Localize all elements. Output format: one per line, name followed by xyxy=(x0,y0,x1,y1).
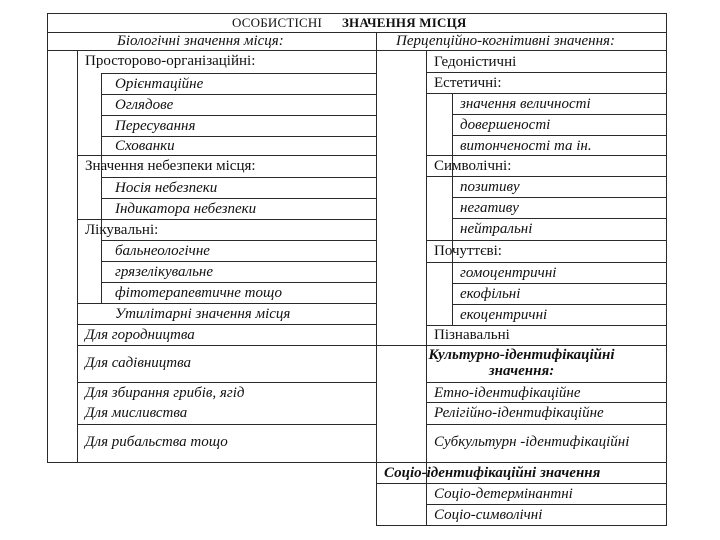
cultural-header-line2: значення: xyxy=(488,363,555,379)
right-row-divider xyxy=(452,114,667,115)
table-border-bottom-left xyxy=(47,462,377,463)
left-row-divider xyxy=(77,382,377,383)
left-row-divider xyxy=(101,115,377,116)
perceptual-header: Перцепційно-когнітивні значення: xyxy=(396,33,615,49)
left-header-divider xyxy=(47,50,377,51)
list-item: Етно-ідентифікаційне xyxy=(434,385,581,401)
hedonic-label: Гедоністичні xyxy=(434,54,517,70)
title-prefix: ОСОБИСТІСНІ xyxy=(232,15,322,30)
list-item: бальнеологічне xyxy=(115,243,210,259)
left-row-divider xyxy=(101,282,377,283)
list-item: фітотерапевтичне тощо xyxy=(115,285,282,301)
left-subitem-edge xyxy=(101,73,102,304)
right-row-divider xyxy=(452,135,667,136)
left-row-divider xyxy=(77,155,377,156)
right-row-divider xyxy=(426,240,667,241)
page-title: ЗНАЧЕННЯ МІСЦЯ xyxy=(342,15,467,30)
symbolic-label: Символічні: xyxy=(434,158,512,174)
list-item: Для садівництва xyxy=(85,355,192,371)
utilitarian-header: Утилітарні значення місця xyxy=(115,306,291,322)
list-item: екоцентричні xyxy=(460,307,548,323)
list-item: екофільні xyxy=(460,286,521,302)
biological-header: Біологічні значення місця: xyxy=(117,33,284,49)
table-border-left xyxy=(47,13,48,463)
right-row-divider xyxy=(426,72,667,73)
list-item: Соціо-детермінантні xyxy=(434,486,573,502)
list-item: позитиву xyxy=(460,179,520,195)
left-inner-edge xyxy=(77,50,78,463)
left-row-divider xyxy=(77,303,377,304)
right-row-divider xyxy=(426,402,667,403)
left-row-divider xyxy=(101,94,377,95)
list-item: Носія небезпеки xyxy=(115,180,218,196)
list-item: гомоцентричні xyxy=(460,265,557,281)
list-item: Схованки xyxy=(115,138,175,154)
right-row-divider xyxy=(376,483,667,484)
aesthetic-label: Естетичні: xyxy=(434,75,502,91)
left-row-divider xyxy=(101,198,377,199)
right-row-divider xyxy=(426,93,667,94)
cognitive-label: Пізнавальні xyxy=(434,327,510,343)
right-row-divider xyxy=(452,304,667,305)
spatial-label: Просторово-організаційні: xyxy=(85,53,256,69)
list-item: Пересування xyxy=(115,118,196,134)
table-border-right xyxy=(666,13,667,526)
healing-label: Лікувальні: xyxy=(85,222,159,238)
right-row-divider xyxy=(452,218,667,219)
left-row-divider xyxy=(77,424,377,425)
right-inner-edge xyxy=(426,50,427,526)
left-row-divider xyxy=(77,324,377,325)
list-item: Індикатора небезпеки xyxy=(115,201,257,217)
list-item: Соціо-символічні xyxy=(434,507,543,523)
list-item: Для рибальства тощо xyxy=(85,434,228,450)
danger-label: Значення небезпеки місця: xyxy=(85,158,256,174)
left-row-divider xyxy=(101,73,377,74)
column-divider xyxy=(376,32,377,526)
right-row-divider xyxy=(376,462,667,463)
list-item: Орієнтаційне xyxy=(115,76,204,92)
right-row-divider xyxy=(426,155,667,156)
cultural-header: Культурно-ідентифікаційні xyxy=(428,347,615,363)
list-item: Оглядове xyxy=(115,97,174,113)
right-row-divider xyxy=(426,176,667,177)
list-item: довершеності xyxy=(460,117,551,133)
right-row-divider xyxy=(452,197,667,198)
list-item: Для городництва xyxy=(85,327,195,343)
list-item: Релігійно-ідентифікаційне xyxy=(434,405,604,421)
list-item: грязелікувальне xyxy=(115,264,214,280)
left-row-divider xyxy=(101,240,377,241)
list-item: значення величності xyxy=(460,96,591,112)
left-row-divider xyxy=(77,219,377,220)
list-item: витонченості та ін. xyxy=(460,138,592,154)
left-row-divider xyxy=(101,261,377,262)
list-item: Субкультурн -ідентифікаційні xyxy=(434,434,630,450)
left-row-divider xyxy=(77,345,377,346)
right-row-divider xyxy=(452,283,667,284)
list-item: негативу xyxy=(460,200,519,216)
right-header-divider xyxy=(376,50,667,51)
list-item: нейтральні xyxy=(460,221,533,237)
right-subitem-edge xyxy=(452,93,453,326)
table-border-bottom-right xyxy=(376,525,667,526)
right-row-divider xyxy=(426,262,667,263)
sensual-label: Почуттєві: xyxy=(434,243,502,259)
social-header: Соціо-ідентифікаційні значення xyxy=(384,465,601,481)
right-row-divider xyxy=(426,382,667,383)
list-item: Для збирання грибів, ягід xyxy=(85,385,245,401)
right-row-divider xyxy=(426,504,667,505)
list-item: Для мисливства xyxy=(85,405,188,421)
right-row-divider xyxy=(426,424,667,425)
left-row-divider xyxy=(101,177,377,178)
